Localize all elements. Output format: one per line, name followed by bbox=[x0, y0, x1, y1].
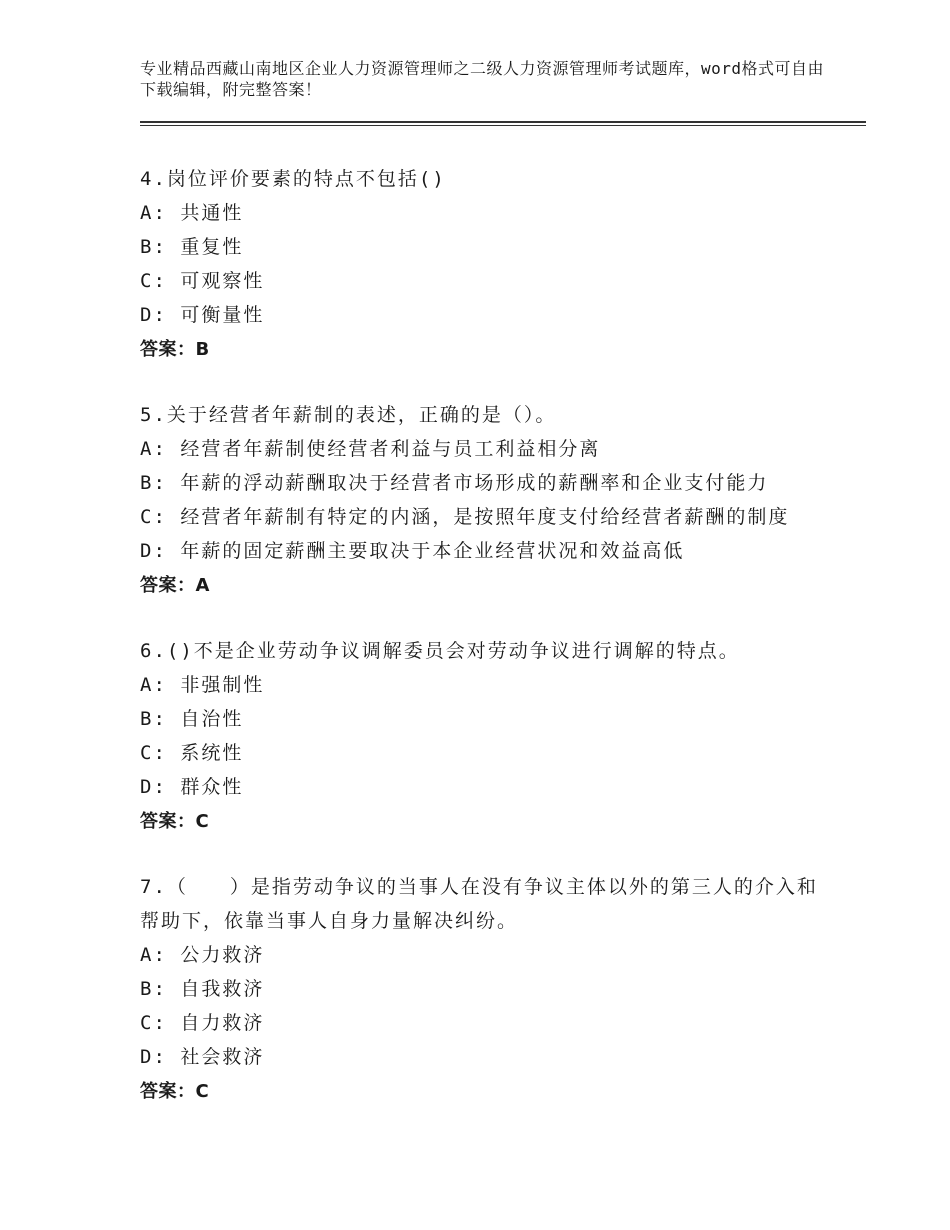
document-header: 专业精品西藏山南地区企业人力资源管理师之二级人力资源管理师考试题库，word格式可自由下载编辑，附完整答案！ bbox=[140, 59, 825, 99]
option-c: C: 经营者年薪制有特定的内涵，是按照年度支付给经营者薪酬的制度 bbox=[140, 506, 790, 528]
question-4 bbox=[140, 162, 840, 368]
question-stem: 5.关于经营者年薪制的表述，正确的是（）。 bbox=[140, 404, 557, 426]
option-b: B: 自我救济 bbox=[140, 978, 265, 1000]
option-d: D: 年薪的固定薪酬主要取决于本企业经营状况和效益高低 bbox=[140, 540, 685, 562]
option-d: D: 群众性 bbox=[140, 776, 244, 798]
answer: 答案：C bbox=[140, 1081, 210, 1102]
option-a: A: 公力救济 bbox=[140, 944, 265, 966]
option-c: C: 系统性 bbox=[140, 742, 244, 764]
option-a: A: 共通性 bbox=[140, 202, 244, 224]
question-5 bbox=[140, 398, 840, 604]
option-d: D: 社会救济 bbox=[140, 1046, 265, 1068]
question-stem: 6.()不是企业劳动争议调解委员会对劳动争议进行调解的特点。 bbox=[140, 640, 740, 662]
option-b: B: 年薪的浮动薪酬取决于经营者市场形成的薪酬率和企业支付能力 bbox=[140, 472, 769, 494]
question-list bbox=[140, 162, 840, 1140]
header-divider-thick bbox=[140, 121, 866, 123]
answer: 答案：C bbox=[140, 811, 210, 832]
option-c: C: 自力救济 bbox=[140, 1012, 265, 1034]
option-b: B: 自治性 bbox=[140, 708, 244, 730]
question-stem: 4.岗位评价要素的特点不包括() bbox=[140, 168, 446, 190]
question-6 bbox=[140, 634, 840, 840]
option-a: A: 经营者年薪制使经营者利益与员工利益相分离 bbox=[140, 438, 601, 460]
option-b: B: 重复性 bbox=[140, 236, 244, 258]
option-c: C: 可观察性 bbox=[140, 270, 265, 292]
answer: 答案：A bbox=[140, 575, 210, 596]
question-stem: 7.（ ）是指劳动争议的当事人在没有争议主体以外的第三人的介入和帮助下，依靠当事人自身力量解决纠纷。 bbox=[140, 876, 818, 932]
option-a: A: 非强制性 bbox=[140, 674, 265, 696]
header-divider-thin bbox=[140, 125, 866, 126]
question-7 bbox=[140, 870, 840, 1110]
option-d: D: 可衡量性 bbox=[140, 304, 265, 326]
answer: 答案：B bbox=[140, 339, 210, 360]
